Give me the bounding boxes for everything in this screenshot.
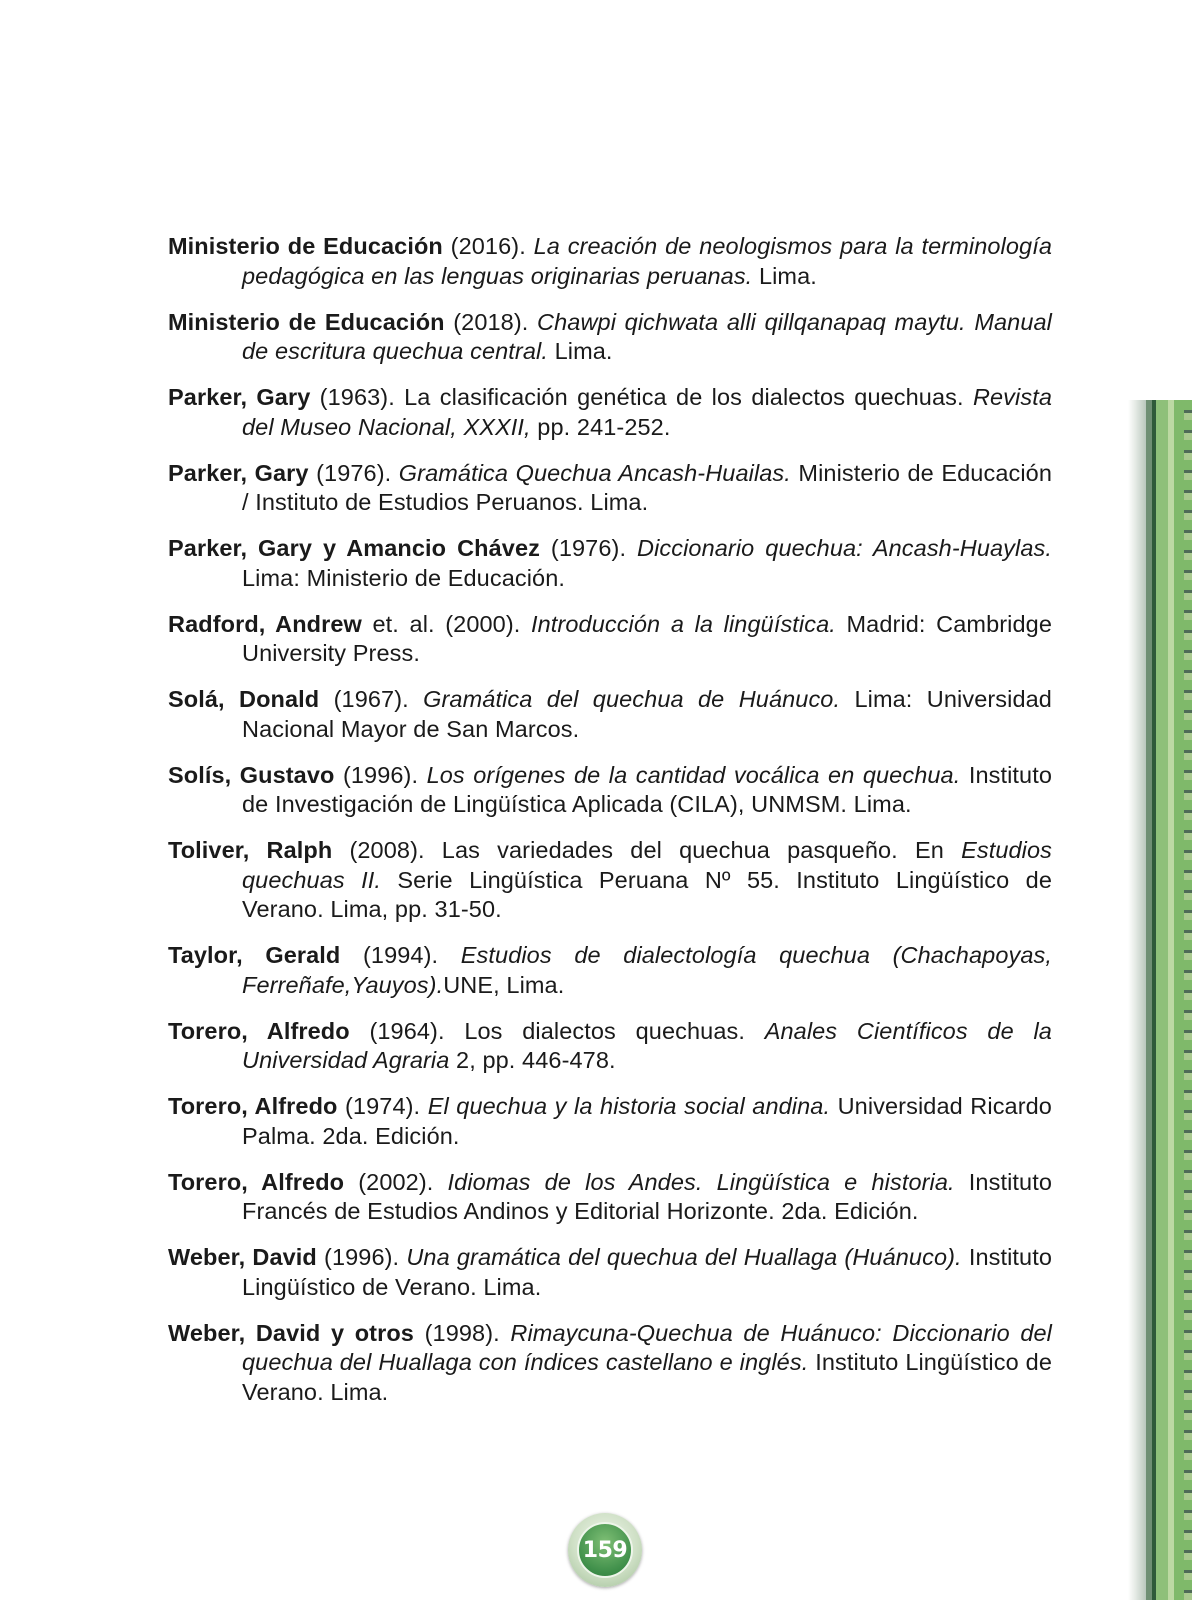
reference-text: Lima: Universidad Nacional Mayor de San Marcos. xyxy=(242,686,1052,742)
reference-text: (1963). La clasificación genética de los dialectos quechuas. xyxy=(310,384,973,410)
reference-title: Los orígenes de la cantidad vocálica en quechua. xyxy=(426,761,961,788)
reference-text: (1974). xyxy=(337,1093,428,1119)
reference-title: Gramática Quechua Ancash-Huailas. xyxy=(398,459,791,486)
reference-author: Weber, David xyxy=(168,1244,317,1270)
reference-text: (2016). xyxy=(442,233,534,259)
reference-text: Serie Lingüística Peruana Nº 55. Instituto Lingüístico de Verano. Lima, pp. 31-50. xyxy=(242,866,1053,922)
reference-text: Instituto Lingüístico de Verano. Lima. xyxy=(242,1244,1053,1300)
reference-title: Una gramática del quechua del Huallaga (Huánuco). xyxy=(406,1244,962,1270)
reference-entry xyxy=(168,1092,1052,1151)
reference-author: Solís, Gustavo xyxy=(168,761,335,788)
reference-author: Ministerio de Educación xyxy=(168,233,443,259)
reference-entry xyxy=(168,685,1052,744)
reference-text: (1998). xyxy=(413,1319,511,1346)
reference-title: Chawpi qichwata alli qillqanapaq maytu. Manual de escritura quechua central. xyxy=(242,308,1052,364)
page-number: 159 xyxy=(577,1522,633,1578)
reference-text: (1967). xyxy=(319,686,424,712)
reference-author: Parker, Gary xyxy=(168,384,311,410)
reference-title: La creación de neologismos para la terminología pedagógica en las lenguas originarias peruanas. xyxy=(242,233,1052,289)
reference-text: Ministerio de Educación / Instituto de Estudios Peruanos. Lima. xyxy=(242,459,1052,515)
reference-title: Rimaycuna-Quechua de Huánuco: Diccionario del quechua del Huallaga con índices castellano e inglés. xyxy=(242,1319,1053,1375)
reference-text: (1996). xyxy=(316,1244,407,1270)
reference-author: Solá, Donald xyxy=(168,686,320,712)
reference-title: Anales Científicos de la Universidad Agraria xyxy=(242,1017,1052,1073)
reference-text: Universidad Ricardo Palma. 2da. Edición. xyxy=(242,1093,1052,1149)
reference-text: Instituto Lingüístico de Verano. Lima. xyxy=(242,1349,1052,1405)
reference-author: Ministerio de Educación xyxy=(168,308,445,335)
reference-text: Lima: Ministerio de Educación. xyxy=(242,564,566,591)
reference-author: Parker, Gary y Amancio Chávez xyxy=(168,535,540,561)
reference-author: Weber, David y otros xyxy=(168,1319,414,1346)
reference-title: Estudios de dialectología quechua (Chachapoyas, Ferreñafe,Yauyos). xyxy=(242,942,1052,998)
reference-text: UNE, Lima. xyxy=(443,971,565,998)
reference-title: Estudios quechuas II. xyxy=(242,837,1053,893)
border-band xyxy=(1156,400,1168,1600)
reference-text: pp. 241-252. xyxy=(530,413,671,440)
reference-title: El quechua y la historia social andina. xyxy=(427,1093,831,1119)
reference-entry xyxy=(168,1243,1052,1302)
reference-entry xyxy=(168,383,1052,442)
reference-author: Torero, Alfredo xyxy=(168,1093,338,1119)
reference-text: et. al. (2000). xyxy=(361,610,531,637)
reference-entry xyxy=(168,308,1052,367)
reference-title: Diccionario quechua: Ancash-Huaylas. xyxy=(637,535,1052,561)
reference-entry xyxy=(168,761,1052,820)
reference-text: (2002). xyxy=(344,1168,448,1195)
reference-entry xyxy=(168,610,1052,669)
reference-entry xyxy=(168,941,1052,1000)
reference-text: Instituto de Investigación de Lingüística Aplicada (CILA), UNMSM. Lima. xyxy=(242,761,1053,817)
reference-title: Introducción a la lingüística. xyxy=(531,610,836,637)
reference-entry xyxy=(168,534,1052,593)
reference-text: Lima. xyxy=(752,262,817,289)
reference-author: Torero, Alfredo xyxy=(168,1168,345,1195)
reference-author: Radford, Andrew xyxy=(168,610,362,637)
reference-text: (1994). xyxy=(340,942,461,968)
reference-title: Gramática del quechua de Huánuco. xyxy=(423,686,841,712)
reference-text: (2008). Las variedades del quechua pasqueño. En xyxy=(332,837,962,863)
reference-text: (1976). xyxy=(308,459,399,486)
reference-text: Instituto Francés de Estudios Andinos y Editorial Horizonte. 2da. Edición. xyxy=(242,1168,1052,1224)
reference-entry xyxy=(168,836,1052,925)
reference-entry xyxy=(168,1319,1052,1408)
reference-text: (1996). xyxy=(334,761,427,788)
border-band xyxy=(1174,400,1184,1600)
reference-entry xyxy=(168,1017,1052,1076)
reference-text: (2018). xyxy=(444,308,538,335)
reference-title: Idiomas de los Andes. Lingüística e historia. xyxy=(447,1168,955,1195)
reference-author: Taylor, Gerald xyxy=(168,942,341,968)
references-list xyxy=(168,232,1052,1424)
reference-author: Torero, Alfredo xyxy=(168,1017,350,1044)
reference-author: Parker, Gary xyxy=(168,459,309,486)
border-band xyxy=(1128,400,1146,1600)
reference-entry xyxy=(168,1168,1052,1227)
page-number-badge xyxy=(568,1513,642,1587)
reference-title: Revista del Museo Nacional, XXXII, xyxy=(242,384,1052,440)
reference-author: Toliver, Ralph xyxy=(168,837,333,863)
reference-text: (1964). Los dialectos quechuas. xyxy=(349,1017,765,1044)
reference-text: (1976). xyxy=(539,535,638,561)
reference-text: Madrid: Cambridge University Press. xyxy=(242,610,1052,666)
reference-text: Lima. xyxy=(547,338,613,364)
decorative-side-border xyxy=(1128,400,1192,1600)
border-pattern xyxy=(1184,400,1192,1600)
reference-entry xyxy=(168,459,1052,518)
reference-text: 2, pp. 446-478. xyxy=(449,1047,616,1073)
reference-entry xyxy=(168,232,1052,291)
